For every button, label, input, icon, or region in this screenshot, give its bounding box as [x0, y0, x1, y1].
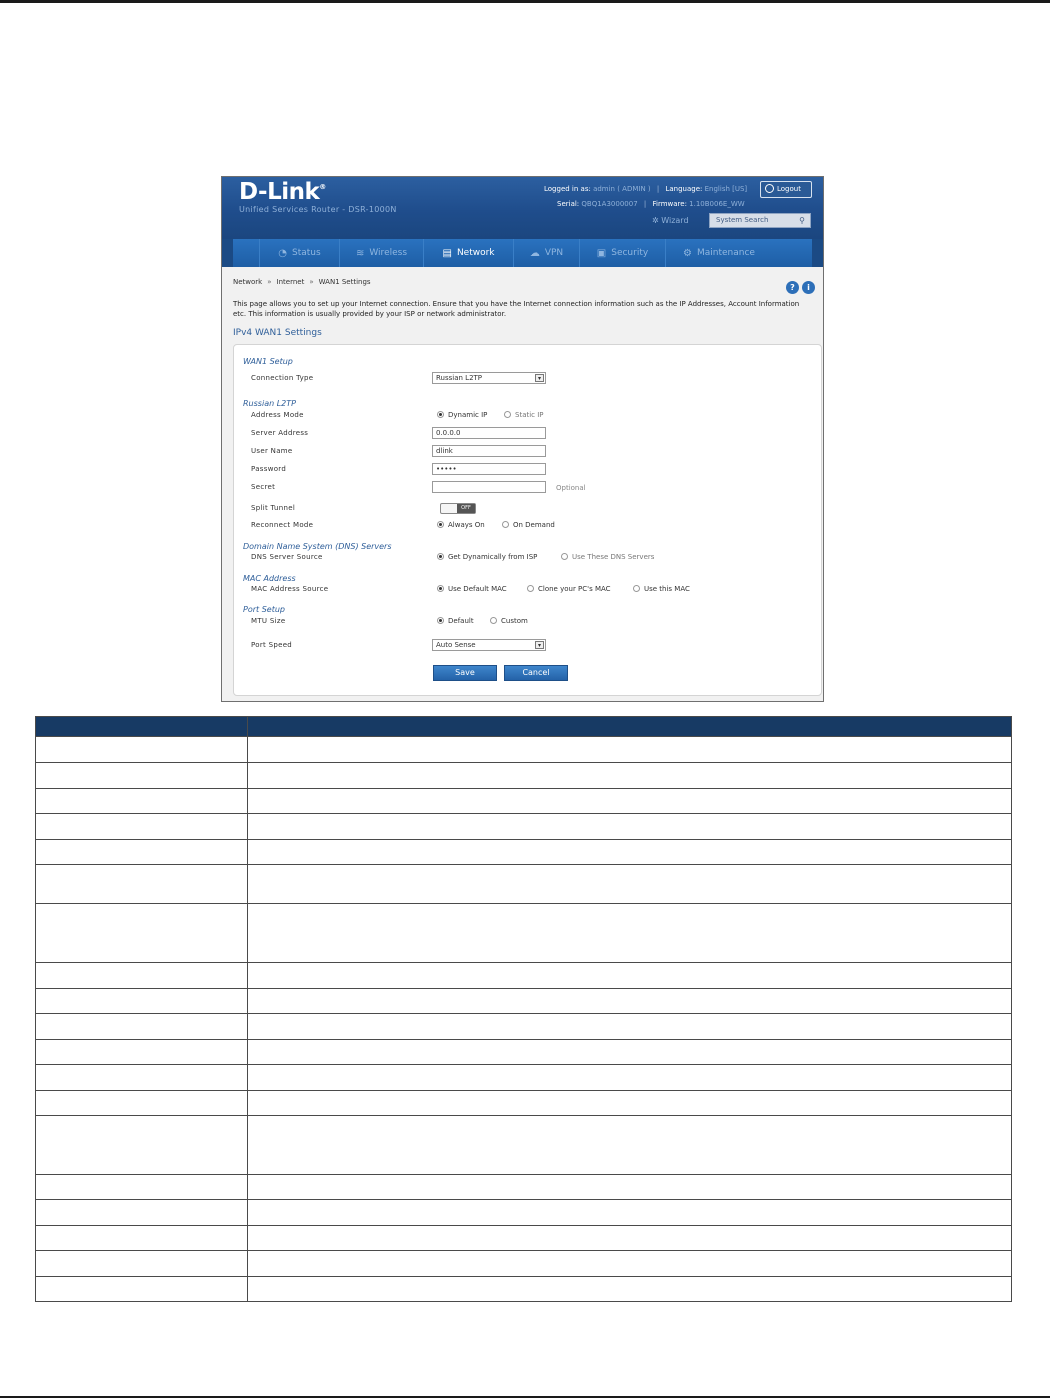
- table-header-cell: [248, 717, 1012, 737]
- table-row: [36, 904, 1012, 963]
- table-cell: [248, 1065, 1012, 1091]
- connection-type-label: Connection Type: [251, 374, 314, 382]
- tab-network[interactable]: [424, 239, 514, 267]
- password-label: Password: [251, 465, 287, 473]
- radio-unselected-icon: [490, 617, 497, 624]
- table-row: [36, 1040, 1012, 1065]
- table-cell: [36, 1116, 248, 1175]
- mac-this-radio[interactable]: [633, 585, 690, 593]
- radio-selected-icon: [437, 617, 444, 624]
- table-cell: [36, 963, 248, 989]
- connection-type-select[interactable]: [432, 372, 546, 384]
- radio-selected-icon: [437, 585, 444, 592]
- port-speed-label: Port Speed: [251, 641, 293, 649]
- table-cell: [36, 1200, 248, 1226]
- table-cell: [248, 814, 1012, 840]
- language-label: Language:: [665, 185, 703, 193]
- address-mode-static-radio[interactable]: [504, 411, 544, 419]
- dashboard-icon: ◔: [278, 247, 288, 259]
- chevron-down-icon: ▾: [535, 374, 544, 382]
- port-speed-select[interactable]: [432, 639, 546, 651]
- tab-wireless[interactable]: [340, 239, 424, 267]
- table-cell: [248, 1091, 1012, 1116]
- product-name: Unified Services Router - DSR-1000N: [239, 205, 397, 214]
- reconnect-always-radio[interactable]: [437, 521, 485, 529]
- nav-right-cap: [812, 239, 823, 267]
- lock-icon: ▣: [596, 247, 607, 259]
- table-row: [36, 1251, 1012, 1277]
- dns-these-radio[interactable]: [561, 553, 654, 561]
- table-cell: [248, 840, 1012, 865]
- table-cell: [248, 865, 1012, 904]
- table-row: [36, 763, 1012, 789]
- power-icon: [765, 184, 774, 193]
- toggle-state: OFF: [457, 504, 475, 513]
- reconnect-mode-label: Reconnect Mode: [251, 521, 314, 529]
- serial-label: Serial:: [557, 200, 580, 208]
- brand-logo: [239, 179, 326, 205]
- logout-label: Logout: [777, 185, 801, 193]
- user-name-label: User Name: [251, 447, 293, 455]
- table-cell: [36, 1040, 248, 1065]
- table-row: [36, 814, 1012, 840]
- server-address-label: Server Address: [251, 429, 309, 437]
- radio-label: Get Dynamically from ISP: [448, 553, 538, 561]
- page-bottom-rule: [0, 1396, 1050, 1398]
- chevron-down-icon: ▾: [535, 641, 544, 649]
- radio-selected-icon: [437, 553, 444, 560]
- mtu-size-label: MTU Size: [251, 617, 286, 625]
- nav-left-cap: [222, 239, 233, 267]
- table-cell: [36, 904, 248, 963]
- table-cell: [36, 1014, 248, 1040]
- table-cell: [36, 737, 248, 763]
- logged-in-label: Logged in as:: [544, 185, 591, 193]
- table-row: [36, 1116, 1012, 1175]
- page-description: This page allows you to set up your Internet connection. Ensure that you have the Internet connection information such as the IP Addresses, Account Information etc. This information is usually provided by your ISP or network administrator.: [233, 300, 800, 318]
- table-cell: [248, 1251, 1012, 1277]
- info-icon[interactable]: i: [802, 281, 815, 294]
- server-address-input[interactable]: 0.0.0.0: [432, 427, 546, 439]
- table-cell: [36, 789, 248, 814]
- search-placeholder: System Search: [716, 216, 769, 224]
- table-cell: [248, 789, 1012, 814]
- mac-source-label: MAC Address Source: [251, 585, 329, 593]
- table-row: [36, 1091, 1012, 1116]
- table-row: [36, 989, 1012, 1014]
- table-row: [36, 1200, 1012, 1226]
- brand-text: D-Link: [239, 179, 320, 205]
- radio-label: Custom: [501, 617, 528, 625]
- table-cell: [248, 1226, 1012, 1251]
- mtu-custom-radio[interactable]: [490, 617, 528, 625]
- tab-label: VPN: [544, 248, 564, 258]
- radio-unselected-icon: [504, 411, 511, 418]
- device-info: [557, 200, 745, 208]
- table-cell: [248, 1277, 1012, 1302]
- nav-spacer: [233, 239, 260, 267]
- serial-value: QBQ1A3000007: [581, 200, 638, 208]
- tab-security[interactable]: [580, 239, 666, 267]
- address-mode-label: Address Mode: [251, 411, 304, 419]
- wizard-link[interactable]: [652, 216, 689, 225]
- radio-selected-icon: [437, 521, 444, 528]
- section-russian-l2tp: Russian L2TP: [243, 399, 296, 408]
- section-dns: Domain Name System (DNS) Servers: [243, 542, 392, 551]
- registered-mark: ®: [319, 183, 326, 191]
- firmware-value: 1.10B006E_WW: [689, 200, 745, 208]
- table-cell: [248, 963, 1012, 989]
- table-row: [36, 1175, 1012, 1200]
- breadcrumb-separator: »: [267, 278, 272, 286]
- section-port: Port Setup: [243, 605, 285, 614]
- wand-icon: ✲: [652, 216, 659, 225]
- tab-label: Wireless: [369, 248, 408, 258]
- tab-label: Status: [292, 248, 321, 258]
- breadcrumb-item[interactable]: Network: [233, 278, 263, 286]
- settings-panel: [233, 344, 822, 696]
- section-mac: MAC Address: [243, 574, 296, 583]
- logout-button[interactable]: [760, 181, 812, 198]
- gear-icon: ⚙: [683, 247, 692, 259]
- table-row: [36, 1014, 1012, 1040]
- table-cell: [248, 1175, 1012, 1200]
- table-cell: [248, 1040, 1012, 1065]
- table-cell: [36, 1251, 248, 1277]
- wizard-label: Wizard: [661, 216, 689, 225]
- table-row: [36, 737, 1012, 763]
- mac-default-radio[interactable]: [437, 585, 507, 593]
- reconnect-demand-radio[interactable]: [502, 521, 555, 529]
- table-header-cell: [36, 717, 248, 737]
- mac-clone-radio[interactable]: [527, 585, 611, 593]
- user-name-input[interactable]: dlink: [432, 445, 546, 457]
- system-search-input[interactable]: [709, 213, 811, 228]
- mtu-default-radio[interactable]: [437, 617, 474, 625]
- table-row: [36, 840, 1012, 865]
- table-row: [36, 789, 1012, 814]
- password-input[interactable]: •••••: [432, 463, 546, 475]
- table-cell: [36, 1065, 248, 1091]
- breadcrumb-item: WAN1 Settings: [318, 278, 371, 286]
- page-top-rule: [0, 0, 1050, 3]
- radio-unselected-icon: [633, 585, 640, 592]
- secret-optional-hint: Optional: [556, 484, 586, 492]
- radio-label: On Demand: [513, 521, 555, 529]
- radio-label: Clone your PC's MAC: [538, 585, 611, 593]
- radio-unselected-icon: [527, 585, 534, 592]
- firmware-label: Firmware:: [652, 200, 687, 208]
- tab-vpn[interactable]: [514, 239, 580, 267]
- main-nav: [233, 239, 812, 267]
- login-info: [544, 185, 747, 193]
- split-tunnel-label: Split Tunnel: [251, 504, 296, 512]
- tab-maintenance[interactable]: [666, 239, 772, 267]
- table-row: [36, 865, 1012, 904]
- documentation-table: [35, 716, 1012, 1302]
- radio-label: Default: [448, 617, 474, 625]
- table-cell: [36, 865, 248, 904]
- breadcrumb: [233, 278, 371, 286]
- radio-label: Use These DNS Servers: [572, 553, 655, 561]
- help-icon[interactable]: ?: [786, 281, 799, 294]
- radio-label: Always On: [448, 521, 485, 529]
- router-screenshot: [221, 176, 824, 702]
- tab-label: Network: [456, 248, 495, 258]
- cloud-icon: ☁: [529, 247, 540, 259]
- breadcrumb-item[interactable]: Internet: [276, 278, 305, 286]
- radio-label: Dynamic IP: [448, 411, 488, 419]
- table-cell: [248, 763, 1012, 789]
- radio-unselected-icon: [561, 553, 568, 560]
- radio-selected-icon: [437, 411, 444, 418]
- secret-input[interactable]: [432, 481, 546, 493]
- network-icon: ▤: [442, 247, 452, 259]
- table-cell: [248, 1014, 1012, 1040]
- table-cell: [248, 1200, 1012, 1226]
- table-row: [36, 1277, 1012, 1302]
- table-row: [36, 1065, 1012, 1091]
- table-cell: [248, 989, 1012, 1014]
- radio-label: Static IP: [515, 411, 544, 419]
- section-wan1-setup: WAN1 Setup: [243, 357, 293, 366]
- split-tunnel-toggle[interactable]: [440, 503, 476, 514]
- secret-label: Secret: [251, 483, 276, 491]
- separator: |: [656, 185, 660, 193]
- radio-label: Use Default MAC: [448, 585, 507, 593]
- connection-type-value: Russian L2TP: [436, 374, 483, 382]
- table-cell: [36, 989, 248, 1014]
- table-cell: [248, 904, 1012, 963]
- address-mode-dynamic-radio[interactable]: [437, 411, 487, 419]
- wifi-icon: ≋: [355, 247, 365, 259]
- page-title: IPv4 WAN1 Settings: [233, 328, 322, 338]
- table-cell: [36, 1226, 248, 1251]
- language-value[interactable]: English [US]: [704, 185, 748, 193]
- header-bar: [222, 177, 823, 239]
- radio-label: Use this MAC: [644, 585, 690, 593]
- cancel-button[interactable]: Cancel: [504, 665, 568, 681]
- table-row: [36, 1226, 1012, 1251]
- table-header-row: [36, 717, 1012, 737]
- table-cell: [248, 1116, 1012, 1175]
- table-cell: [36, 840, 248, 865]
- radio-unselected-icon: [502, 521, 509, 528]
- table-cell: [36, 1277, 248, 1302]
- table-cell: [248, 737, 1012, 763]
- tab-label: Security: [611, 248, 649, 258]
- table-cell: [36, 1091, 248, 1116]
- separator: |: [643, 200, 647, 208]
- table-cell: [36, 1175, 248, 1200]
- dns-source-label: DNS Server Source: [251, 553, 323, 561]
- save-button[interactable]: Save: [433, 665, 497, 681]
- breadcrumb-separator: »: [309, 278, 314, 286]
- tab-status[interactable]: [260, 239, 340, 267]
- port-speed-value: Auto Sense: [436, 641, 476, 649]
- logged-in-value: admin ( ADMIN ): [593, 185, 651, 193]
- table-cell: [36, 814, 248, 840]
- tab-label: Maintenance: [697, 248, 755, 258]
- table-row: [36, 963, 1012, 989]
- dns-dynamic-radio[interactable]: [437, 553, 537, 561]
- search-icon[interactable]: ⚲: [799, 216, 805, 225]
- table-cell: [36, 763, 248, 789]
- help-icons: [783, 275, 815, 294]
